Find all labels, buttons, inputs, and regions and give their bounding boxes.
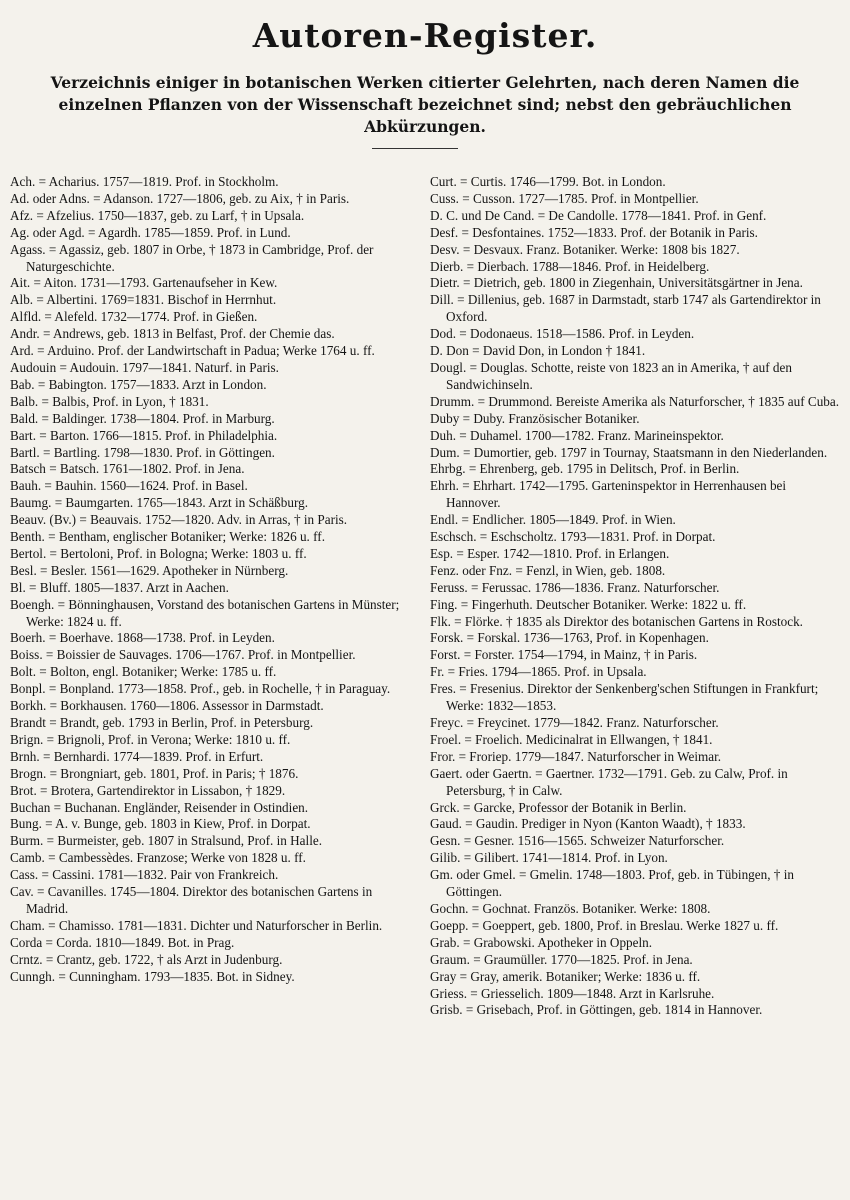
- register-entry-text: Graum. = Graumüller. 1770—1825. Prof. in Jena.: [430, 951, 693, 967]
- register-entry-text: Duh. = Duhamel. 1700—1782. Franz. Marineinspektor.: [430, 427, 724, 443]
- register-entry: [10, 242, 412, 276]
- register-entry-text: Forsk. = Forskal. 1736—1763, Prof. in Kopenhagen.: [430, 630, 709, 646]
- register-entry-text: Duby = Duby. Französischer Botaniker.: [430, 410, 640, 426]
- register-entry: [430, 580, 840, 597]
- register-entry-text: Griess. = Griesselich. 1809—1848. Arzt in Karlsruhe.: [430, 985, 715, 1001]
- register-entry-text: Bartl. = Bartling. 1798—1830. Prof. in Göttingen.: [10, 444, 275, 460]
- register-entry: [10, 343, 412, 360]
- register-entry-text: Fing. = Fingerhuth. Deutscher Botaniker. Werke: 1822 u. ff.: [430, 596, 747, 612]
- register-entry: [430, 174, 840, 191]
- register-entry-text: Gm. oder Gmel. = Gmelin. 1748—1803. Prof, geb. in Tübingen, † in Göttingen.: [430, 867, 794, 900]
- register-entry-text: Grck. = Garcke, Professor der Botanik in Berlin.: [430, 799, 687, 815]
- register-entry-text: Drumm. = Drummond. Bereiste Amerika als Naturforscher, † 1835 auf Cuba.: [430, 393, 840, 409]
- register-entry-text: Bung. = A. v. Bunge, geb. 1803 in Kiew, Prof. in Dorpat.: [10, 816, 311, 832]
- page-title: Autoren-Register.: [252, 16, 598, 55]
- register-entry-text: Cunngh. = Cunningham. 1793—1835. Bot. in Sidney.: [10, 968, 295, 984]
- register-entry-text: Ait. = Aiton. 1731—1793. Gartenaufseher in Kew.: [10, 275, 278, 291]
- register-entry-text: Curt. = Curtis. 1746—1799. Bot. in London.: [430, 174, 666, 189]
- register-entry-text: Brign. = Brignoli, Prof. in Verona; Werke: 1810 u. ff.: [10, 731, 291, 747]
- register-entry: [10, 495, 412, 512]
- register-entry-text: Brot. = Brotera, Gartendirektor in Lissabon, † 1829.: [10, 782, 286, 798]
- register-entry: [430, 935, 840, 952]
- register-entry: [10, 732, 412, 749]
- register-entry-text: Audouin = Audouin. 1797—1841. Naturf. in Paris.: [10, 359, 279, 375]
- register-entry-text: Boerh. = Boerhave. 1868—1738. Prof. in Leyden.: [10, 630, 275, 646]
- register-entry-text: Eschsch. = Eschscholtz. 1793—1831. Prof. in Dorpat.: [430, 529, 716, 545]
- register-entry-text: Dod. = Dodonaeus. 1518—1586. Prof. in Leyden.: [430, 326, 695, 342]
- register-entry: [10, 309, 412, 326]
- register-entry: [430, 1002, 840, 1019]
- register-entry: [10, 918, 412, 935]
- register-entry-text: Ag. oder Agd. = Agardh. 1785—1859. Prof. in Lund.: [10, 224, 291, 240]
- register-entry-text: Brandt = Brandt, geb. 1793 in Berlin, Prof. in Petersburg.: [10, 715, 314, 730]
- register-entry: [430, 952, 840, 969]
- register-entry-text: Camb. = Cambessèdes. Franzose; Werke von 1828 u. ff.: [10, 850, 306, 866]
- register-entry-text: Dum. = Dumortier, geb. 1797 in Tournay, Staatsmann in den Niederlanden.: [430, 444, 828, 460]
- register-entry-text: Dietr. = Dietrich, geb. 1800 in Ziegenhain, Universitätsgärtner in Jena.: [430, 275, 803, 291]
- register-entry-text: Brogn. = Brongniart, geb. 1801, Prof. in Paris; † 1876.: [10, 765, 299, 781]
- register-entry-text: Balb. = Balbis, Prof. in Lyon, † 1831.: [10, 393, 209, 409]
- register-entry-text: Bertol. = Bertoloni, Prof. in Bologna; Werke: 1803 u. ff.: [10, 545, 307, 561]
- register-entry-text: Bald. = Baldinger. 1738—1804. Prof. in Marburg.: [10, 410, 275, 426]
- register-entry-text: Borkh. = Borkhausen. 1760—1806. Assessor in Darmstadt.: [10, 698, 324, 714]
- register-entry: [430, 428, 840, 445]
- right-column: [430, 174, 840, 1194]
- register-entry: [10, 884, 412, 918]
- register-entry: [10, 630, 412, 647]
- register-entry-text: Cav. = Cavanilles. 1745—1804. Direktor des botanischen Gartens in Madrid.: [10, 884, 373, 916]
- register-entry: [430, 546, 840, 563]
- register-entry: [430, 343, 840, 360]
- register-entry: [430, 445, 840, 462]
- register-entry-text: Bauh. = Bauhin. 1560—1624. Prof. in Basel.: [10, 478, 248, 494]
- register-entry-text: Ard. = Arduino. Prof. der Landwirtschaft in Padua; Werke 1764 u. ff.: [10, 343, 375, 359]
- register-entry-text: Fr. = Fries. 1794—1865. Prof. in Upsala.: [430, 664, 647, 680]
- register-entry: [10, 563, 412, 580]
- register-entry: [430, 816, 840, 833]
- register-entry-text: Dougl. = Douglas. Schotte, reiste von 1823 an in Amerika, † auf den Sandwichinseln.: [430, 359, 792, 392]
- register-entry-text: Boengh. = Bönninghausen, Vorstand des botanischen Gartens in Münster; Werke: 1824 u. ff.: [10, 596, 400, 629]
- register-entry-text: Esp. = Esper. 1742—1810. Prof. in Erlangen.: [430, 545, 670, 561]
- register-entry-text: Ehrh. = Ehrhart. 1742—1795. Garteninspektor in Herrenhausen bei Hannover.: [430, 478, 787, 511]
- register-entry-text: Ad. oder Adns. = Adanson. 1727—1806, geb. zu Aix, † in Paris.: [10, 190, 350, 206]
- register-entry: [430, 326, 840, 343]
- register-entry: [10, 935, 412, 952]
- register-entry: [430, 681, 840, 715]
- register-entry: [10, 529, 412, 546]
- register-entry: [10, 597, 412, 631]
- register-entry: [430, 800, 840, 817]
- register-entry: [430, 512, 840, 529]
- register-entry: [430, 597, 840, 614]
- register-entry: [10, 664, 412, 681]
- register-entry-text: Endl. = Endlicher. 1805—1849. Prof. in Wien.: [430, 512, 676, 528]
- register-entry-text: Desv. = Desvaux. Franz. Botaniker. Werke: 1808 bis 1827.: [430, 241, 740, 257]
- register-entry-text: Gaert. oder Gaertn. = Gaertner. 1732—1791. Geb. zu Calw, Prof. in Petersburg, † in Calw.: [430, 765, 788, 798]
- register-entry: [430, 867, 840, 901]
- register-entry-text: Alb. = Albertini. 1769=1831. Bischof in Herrnhut.: [10, 292, 277, 308]
- register-entry: [10, 969, 412, 986]
- register-entry: [10, 952, 412, 969]
- register-entry: [10, 546, 412, 563]
- register-entry: [430, 969, 840, 986]
- register-entry: [430, 411, 840, 428]
- register-entry: [10, 766, 412, 783]
- register-entry-text: Flk. = Flörke. † 1835 als Direktor des botanischen Gartens in Rostock.: [430, 613, 803, 629]
- register-entry: [430, 749, 840, 766]
- register-entry-text: Corda = Corda. 1810—1849. Bot. in Prag.: [10, 934, 235, 950]
- register-entry-text: Bolt. = Bolton, engl. Botaniker; Werke: 1785 u. ff.: [10, 664, 277, 680]
- register-entry: [430, 715, 840, 732]
- register-entry-text: Fror. = Froriep. 1779—1847. Naturforscher in Weimar.: [430, 748, 722, 764]
- register-entry: [10, 377, 412, 394]
- register-entry-text: Benth. = Bentham, englischer Botaniker; Werke: 1826 u. ff.: [10, 529, 325, 545]
- register-entry-text: Grisb. = Grisebach, Prof. in Göttingen, geb. 1814 in Hannover.: [430, 1002, 763, 1018]
- register-entry: [10, 833, 412, 850]
- register-entry: [10, 800, 412, 817]
- register-entry-text: Grab. = Grabowski. Apotheker in Oppeln.: [430, 934, 653, 950]
- register-entry-text: Dill. = Dillenius, geb. 1687 in Darmstadt, starb 1747 als Gartendirektor in Oxford.: [430, 292, 821, 325]
- register-entry-text: Gochn. = Gochnat. Französ. Botaniker. Werke: 1808.: [430, 900, 711, 916]
- register-entry-text: D. C. und De Cand. = De Candolle. 1778—1841. Prof. in Genf.: [430, 207, 767, 223]
- left-column: [10, 174, 412, 1194]
- register-entry-text: Crntz. = Crantz, geb. 1722, † als Arzt in Judenburg.: [10, 951, 283, 967]
- register-entry-text: Bonpl. = Bonpland. 1773—1858. Prof., geb. in Rochelle, † in Paraguay.: [10, 681, 391, 697]
- register-entry: [430, 986, 840, 1003]
- register-entry: [430, 529, 840, 546]
- register-entry: [10, 445, 412, 462]
- register-entry: [430, 833, 840, 850]
- register-entry-text: Batsch = Batsch. 1761—1802. Prof. in Jena.: [10, 461, 245, 477]
- separator-rule: [372, 148, 458, 149]
- register-entry-text: Gilib. = Gilibert. 1741—1814. Prof. in Lyon.: [430, 850, 668, 866]
- register-entry-text: Bl. = Bluff. 1805—1837. Arzt in Aachen.: [10, 579, 229, 595]
- register-entry-text: Cuss. = Cusson. 1727—1785. Prof. in Montpellier.: [430, 190, 699, 206]
- register-entry: [10, 394, 412, 411]
- register-entry-text: Freyc. = Freycinet. 1779—1842. Franz. Naturforscher.: [430, 715, 719, 730]
- register-entry-text: Ach. = Acharius. 1757—1819. Prof. in Stockholm.: [10, 174, 279, 189]
- register-entry-text: Forst. = Forster. 1754—1794, in Mainz, † in Paris.: [430, 647, 698, 663]
- register-entry: [10, 411, 412, 428]
- register-entry-text: Gaud. = Gaudin. Prediger in Nyon (Kanton Waadt), † 1833.: [430, 816, 746, 832]
- register-entry-text: Froel. = Froelich. Medicinalrat in Ellwangen, † 1841.: [430, 731, 713, 747]
- register-entry-text: Desf. = Desfontaines. 1752—1833. Prof. der Botanik in Paris.: [430, 224, 758, 240]
- register-entry-text: Cass. = Cassini. 1781—1832. Pair von Frankreich.: [10, 867, 279, 883]
- register-entry: [10, 208, 412, 225]
- register-entry: [430, 664, 840, 681]
- register-entry-text: Cham. = Chamisso. 1781—1831. Dichter und Naturforscher in Berlin.: [10, 917, 383, 933]
- register-entry-text: Baumg. = Baumgarten. 1765—1843. Arzt in Schäßburg.: [10, 495, 309, 511]
- register-entry: [430, 360, 840, 394]
- register-entry: [10, 461, 412, 478]
- register-entry: [430, 901, 840, 918]
- register-entry: [430, 647, 840, 664]
- register-entry: [10, 698, 412, 715]
- register-entry-text: Bab. = Babington. 1757—1833. Arzt in London.: [10, 376, 267, 392]
- register-entry: [10, 225, 412, 242]
- register-entry: [430, 292, 840, 326]
- register-entry-text: Besl. = Besler. 1561—1629. Apotheker in Nürnberg.: [10, 562, 289, 578]
- register-entry: [430, 461, 840, 478]
- register-entry: [10, 326, 412, 343]
- register-entry: [10, 428, 412, 445]
- register-entry-text: Brnh. = Bernhardi. 1774—1839. Prof. in Erfurt.: [10, 748, 264, 764]
- register-entry-text: D. Don = David Don, in London † 1841.: [430, 343, 646, 359]
- register-entry: [430, 630, 840, 647]
- register-entry-text: Ehrbg. = Ehrenberg, geb. 1795 in Delitsch, Prof. in Berlin.: [430, 461, 740, 477]
- register-entry-text: Gesn. = Gesner. 1516—1565. Schweizer Naturforscher.: [430, 833, 725, 849]
- register-entry: [430, 259, 840, 276]
- register-entry: [430, 732, 840, 749]
- register-entry: [10, 360, 412, 377]
- register-entry: [10, 512, 412, 529]
- register-entry: [430, 242, 840, 259]
- register-entry: [10, 749, 412, 766]
- register-entry: [10, 292, 412, 309]
- register-entry-text: Buchan = Buchanan. Engländer, Reisender in Ostindien.: [10, 799, 309, 815]
- register-entry-text: Agass. = Agassiz, geb. 1807 in Orbe, † 1873 in Cambridge, Prof. der Naturgeschichte.: [10, 241, 374, 274]
- register-entry: [10, 174, 412, 191]
- register-entry: [430, 478, 840, 512]
- register-entry: [430, 563, 840, 580]
- register-entry: [430, 394, 840, 411]
- register-entry-text: Afz. = Afzelius. 1750—1837, geb. zu Larf, † in Upsala.: [10, 207, 305, 223]
- register-entry-text: Fenz. oder Fnz. = Fenzl, in Wien, geb. 1808.: [430, 562, 666, 578]
- register-entry: [430, 918, 840, 935]
- register-entry-text: Feruss. = Ferussac. 1786—1836. Franz. Naturforscher.: [430, 579, 720, 595]
- register-entry: [10, 783, 412, 800]
- register-entry: [10, 681, 412, 698]
- page-subtitle: Verzeichnis einiger in botanischen Werken citierter Gelehrten, nach deren Namen die einzelnen Pflanzen von der Wissenschaft bezeichnet sind; nebst den gebräuchlichen Abkürzungen.: [50, 73, 800, 136]
- register-entry: [10, 715, 412, 732]
- register-entry: [10, 191, 412, 208]
- register-entry: [10, 647, 412, 664]
- register-entry: [10, 850, 412, 867]
- register-entry-text: Boiss. = Boissier de Sauvages. 1706—1767. Prof. in Montpellier.: [10, 647, 356, 663]
- register-entry: [10, 867, 412, 884]
- register-entry: [430, 225, 840, 242]
- register-entry: [10, 580, 412, 597]
- register-entry-text: Bart. = Barton. 1766—1815. Prof. in Philadelphia.: [10, 427, 278, 443]
- register-entry: [430, 275, 840, 292]
- register-entry: [430, 766, 840, 800]
- register-entry-text: Alfld. = Alefeld. 1732—1774. Prof. in Gießen.: [10, 309, 258, 325]
- register-entry-text: Burm. = Burmeister, geb. 1807 in Stralsund, Prof. in Halle.: [10, 833, 323, 849]
- register-entry-text: Gray = Gray, amerik. Botaniker; Werke: 1836 u. ff.: [430, 968, 701, 984]
- register-entry: [10, 816, 412, 833]
- register-entry: [430, 614, 840, 631]
- register-entry: [430, 208, 840, 225]
- register-entry-text: Beauv. (Bv.) = Beauvais. 1752—1820. Adv. in Arras, † in Paris.: [10, 512, 348, 528]
- register-entry-text: Goepp. = Goeppert, geb. 1800, Prof. in Breslau. Werke 1827 u. ff.: [430, 917, 779, 933]
- register-entry: [430, 850, 840, 867]
- register-entry-text: Dierb. = Dierbach. 1788—1846. Prof. in Heidelberg.: [430, 258, 710, 274]
- register-entry: [10, 275, 412, 292]
- register-entry-text: Andr. = Andrews, geb. 1813 in Belfast, Prof. der Chemie das.: [10, 326, 335, 342]
- register-entry: [10, 478, 412, 495]
- register-entry-text: Fres. = Fresenius. Direktor der Senkenberg'schen Stiftungen in Frankfurt; Werke: 1832—1853.: [430, 681, 819, 714]
- register-entry: [430, 191, 840, 208]
